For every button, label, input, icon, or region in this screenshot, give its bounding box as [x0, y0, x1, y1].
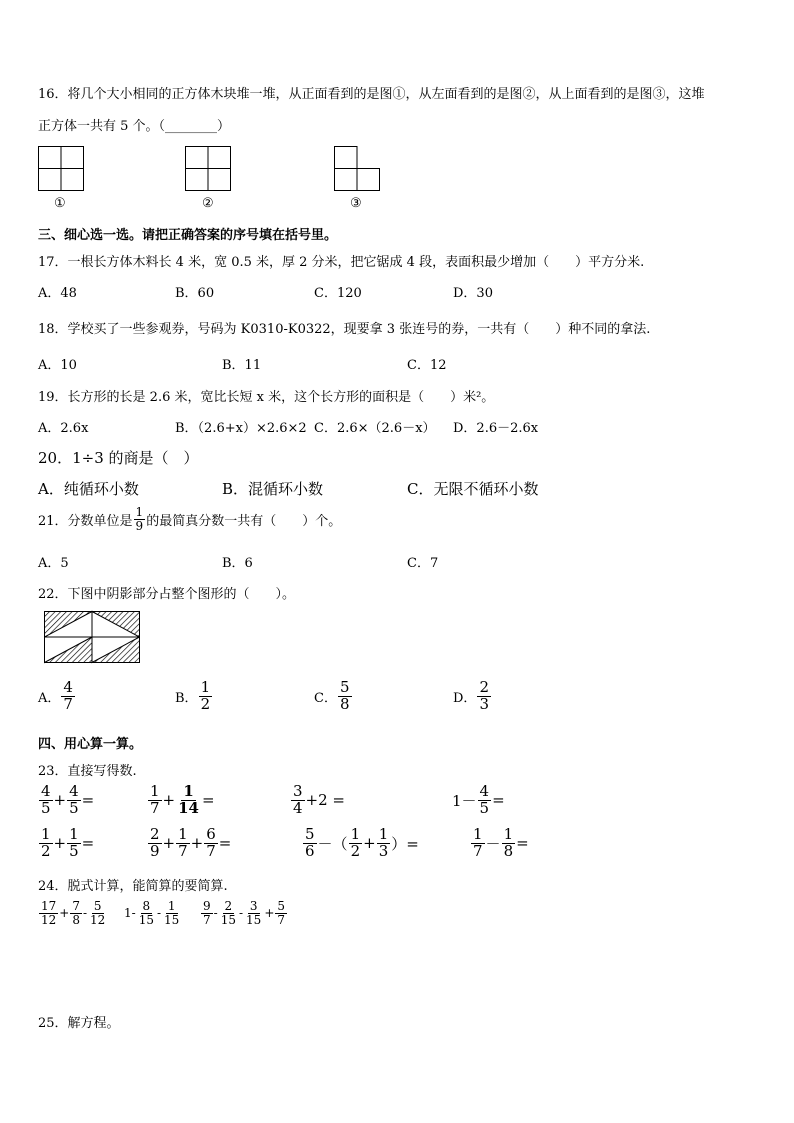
fraction: [201, 900, 213, 926]
numerator: 1: [167, 899, 176, 913]
denominator: 15: [246, 912, 262, 927]
fraction: [199, 680, 213, 713]
q21-option-c: C．7: [407, 556, 439, 571]
denominator: 7: [203, 912, 211, 927]
numerator: 1: [178, 825, 188, 843]
numerator: 2: [479, 678, 489, 696]
q22-option-b: [175, 680, 213, 713]
fraction: [502, 827, 516, 860]
fraction: [39, 900, 58, 926]
numerator: 4: [63, 678, 73, 696]
numerator: 4: [479, 782, 490, 800]
numerator: 1: [183, 782, 194, 800]
q17-text: 17．一根长方体木料长 4 米，宽 0.5 米，厚 2 分米，把它锯成 4 段，表面积最少增加（ ）平方分米.: [38, 255, 645, 270]
denominator: 2: [200, 694, 211, 713]
operator: +: [59, 906, 70, 921]
fraction: [70, 900, 82, 926]
numerator: 5: [339, 678, 350, 696]
q21-option-b: B．6: [222, 556, 253, 571]
q22-text: 22．下图中阴影部分占整个图形的（ ）。: [38, 587, 296, 602]
fraction: [148, 827, 162, 860]
figure-3-label: ③: [350, 196, 362, 211]
numerator: 5: [93, 899, 102, 913]
fraction: [219, 900, 238, 926]
denominator: 7: [63, 694, 73, 713]
fraction: [67, 827, 81, 860]
q20-option-c: C．无限不循环小数: [407, 480, 539, 498]
q23-expr-1: [38, 784, 94, 817]
fraction: [291, 784, 305, 817]
denominator: 7: [150, 798, 160, 817]
option-label: B．: [175, 690, 198, 706]
q20-option-b: B．混循环小数: [222, 480, 324, 498]
denominator: 15: [220, 912, 236, 927]
denominator: 5: [41, 798, 51, 817]
operator: -: [156, 906, 162, 921]
q24-expr-1: [38, 900, 108, 926]
numerator: 1: [135, 505, 144, 519]
q19-option-a: A．2.6x: [38, 421, 89, 436]
q23-expr-6: [147, 827, 231, 860]
q21-fraction: [134, 506, 146, 532]
fraction: [478, 784, 492, 817]
fraction: [61, 680, 75, 713]
section-3-heading: 三、细心选一选。请把正确答案的序号填在括号里。: [38, 228, 338, 243]
figure-2-label: ②: [202, 196, 214, 211]
equals: =: [516, 834, 529, 853]
figure-2-left-view: [185, 146, 231, 191]
numerator: 5: [277, 899, 286, 913]
option-label: C．: [314, 690, 337, 706]
fraction: [67, 784, 81, 817]
fraction: [148, 784, 162, 817]
q24-title: 24．脱式计算，能简算的要简算.: [38, 879, 228, 894]
equals: =: [218, 834, 232, 853]
q23-expr-5: [38, 827, 94, 860]
denominator: 7: [277, 912, 286, 927]
equals: =: [81, 834, 95, 853]
numerator: 5: [305, 825, 315, 843]
q23-expr-8: [470, 827, 529, 860]
option-label: A．: [38, 690, 61, 706]
denominator: 6: [305, 841, 315, 860]
numerator: 1: [378, 825, 389, 843]
figure-1-label: ①: [54, 196, 66, 211]
numerator: 17: [41, 899, 57, 913]
numerator: 1: [503, 825, 514, 843]
operator: +: [53, 834, 67, 853]
q23-expr-4: [452, 784, 505, 817]
operator: +: [190, 834, 204, 853]
fraction: [88, 900, 107, 926]
fraction: [338, 680, 352, 713]
numerator: 1: [41, 825, 51, 843]
fraction: [137, 900, 156, 926]
denominator: 2: [350, 841, 361, 860]
denominator: 2: [41, 841, 51, 860]
denominator: 9: [150, 841, 160, 860]
q17-option-c: C．120: [314, 286, 362, 301]
operator: 1-: [124, 906, 136, 921]
fraction: [303, 827, 317, 860]
q16-line1: 16．将几个大小相同的正方体木块堆一堆，从正面看到的是图①，从左面看到的是图②，从上面看到的是图③，这堆: [38, 87, 705, 102]
denominator: 7: [473, 841, 483, 860]
numerator: 3: [293, 782, 303, 800]
q19-option-c: C．2.6×（2.6－x）: [314, 421, 436, 436]
numerator: 6: [206, 825, 216, 843]
q21-option-a: A．5: [38, 556, 69, 571]
denominator: 12: [41, 912, 57, 927]
operator: +: [363, 834, 376, 853]
q23-expr-2: [147, 784, 215, 817]
q20-text: 20．1÷3 的商是（ ）: [38, 449, 199, 467]
q23-title: 23．直接写得数.: [38, 764, 137, 779]
q19-text: 19．长方形的长是 2.6 米，宽比长短 x 米，这个长方形的面积是（ ）米²。: [38, 390, 495, 405]
numerator: 1: [69, 825, 79, 843]
denominator: 5: [69, 841, 79, 860]
numerator: 4: [41, 782, 51, 800]
operator: 1－: [452, 791, 477, 810]
operator: -: [213, 906, 218, 921]
numerator: 7: [72, 899, 80, 913]
numerator: 1: [200, 678, 211, 696]
numerator: 2: [224, 899, 233, 913]
denominator: 14: [178, 798, 199, 817]
operator: -: [82, 906, 88, 921]
equals: =: [202, 791, 215, 810]
operator: －（: [317, 834, 348, 853]
q18-option-c: C．12: [407, 358, 447, 373]
denominator: 8: [503, 841, 514, 860]
denominator: 5: [479, 798, 490, 817]
fraction: [471, 827, 485, 860]
q21-post: 的最简真分数一共有（ ）个。: [146, 513, 342, 529]
operator: +: [264, 906, 275, 921]
q18-option-a: A．10: [38, 358, 77, 373]
figure-1-front-view: [38, 146, 84, 191]
operator: -: [238, 906, 244, 921]
shaded-figure: [44, 611, 140, 663]
denominator: 5: [69, 798, 79, 817]
fraction: [204, 827, 218, 860]
q21-text: [38, 506, 341, 532]
q22-option-d: [453, 680, 492, 713]
denominator: 15: [164, 912, 180, 927]
q17-option-b: B．60: [175, 286, 215, 301]
q24-expr-3: [200, 900, 288, 926]
q18-text: 18．学校买了一些参观券，号码为 K0310-K0322，现要拿 3 张连号的券，一共有（ ）种不同的拿法.: [38, 322, 651, 337]
fraction: [176, 827, 190, 860]
fraction: [377, 827, 391, 860]
denominator: 12: [90, 912, 106, 927]
fraction: [176, 784, 201, 817]
denominator: 3: [378, 841, 389, 860]
numerator: 9: [203, 899, 211, 913]
q17-option-d: D．30: [453, 286, 493, 301]
q17-option-a: A．48: [38, 286, 77, 301]
denominator: 3: [479, 694, 489, 713]
fraction: [39, 827, 53, 860]
q20-option-a: A．纯循环小数: [38, 480, 139, 498]
q21-pre: 21．分数单位是: [38, 513, 133, 529]
operator: +: [162, 791, 176, 810]
numerator: 4: [69, 782, 79, 800]
numerator: 1: [150, 782, 160, 800]
denominator: 15: [138, 912, 154, 927]
q16-line2: 正方体一共有 5 个。（________）: [38, 119, 231, 134]
equals: =: [492, 791, 505, 810]
denominator: 9: [135, 518, 144, 533]
q23-expr-3: [290, 784, 345, 817]
denominator: 8: [72, 912, 80, 927]
equals: ）=: [391, 834, 419, 853]
numerator: 8: [142, 899, 151, 913]
numerator: 2: [150, 825, 160, 843]
fraction: [349, 827, 363, 860]
operator: －: [485, 834, 501, 853]
fraction: [162, 900, 181, 926]
fraction: [275, 900, 287, 926]
numerator: 1: [473, 825, 483, 843]
operator: +: [53, 791, 67, 810]
fraction: [39, 784, 53, 817]
fraction: [244, 900, 263, 926]
q19-option-d: D．2.6－2.6x: [453, 421, 539, 436]
option-label: D．: [453, 690, 477, 706]
q19-option-b: B．（2.6+x）×2.6×2: [175, 421, 307, 436]
figure-3-top-view: [334, 146, 380, 191]
q23-expr-7: [302, 827, 419, 860]
q18-option-b: B．11: [222, 358, 262, 373]
fraction: [477, 680, 491, 713]
q22-option-c: [314, 680, 353, 713]
denominator: 4: [293, 798, 303, 817]
q25-title: 25．解方程。: [38, 1016, 120, 1031]
operator: +: [162, 834, 176, 853]
q22-option-a: [38, 680, 76, 713]
denominator: 7: [206, 841, 216, 860]
denominator: 7: [178, 841, 188, 860]
section-4-heading: 四、用心算一算。: [38, 737, 143, 752]
numerator: 1: [350, 825, 361, 843]
equals: =: [81, 791, 95, 810]
operator: +2 =: [305, 791, 345, 810]
denominator: 8: [339, 694, 350, 713]
numerator: 3: [249, 899, 258, 913]
q24-expr-2: [124, 900, 182, 926]
